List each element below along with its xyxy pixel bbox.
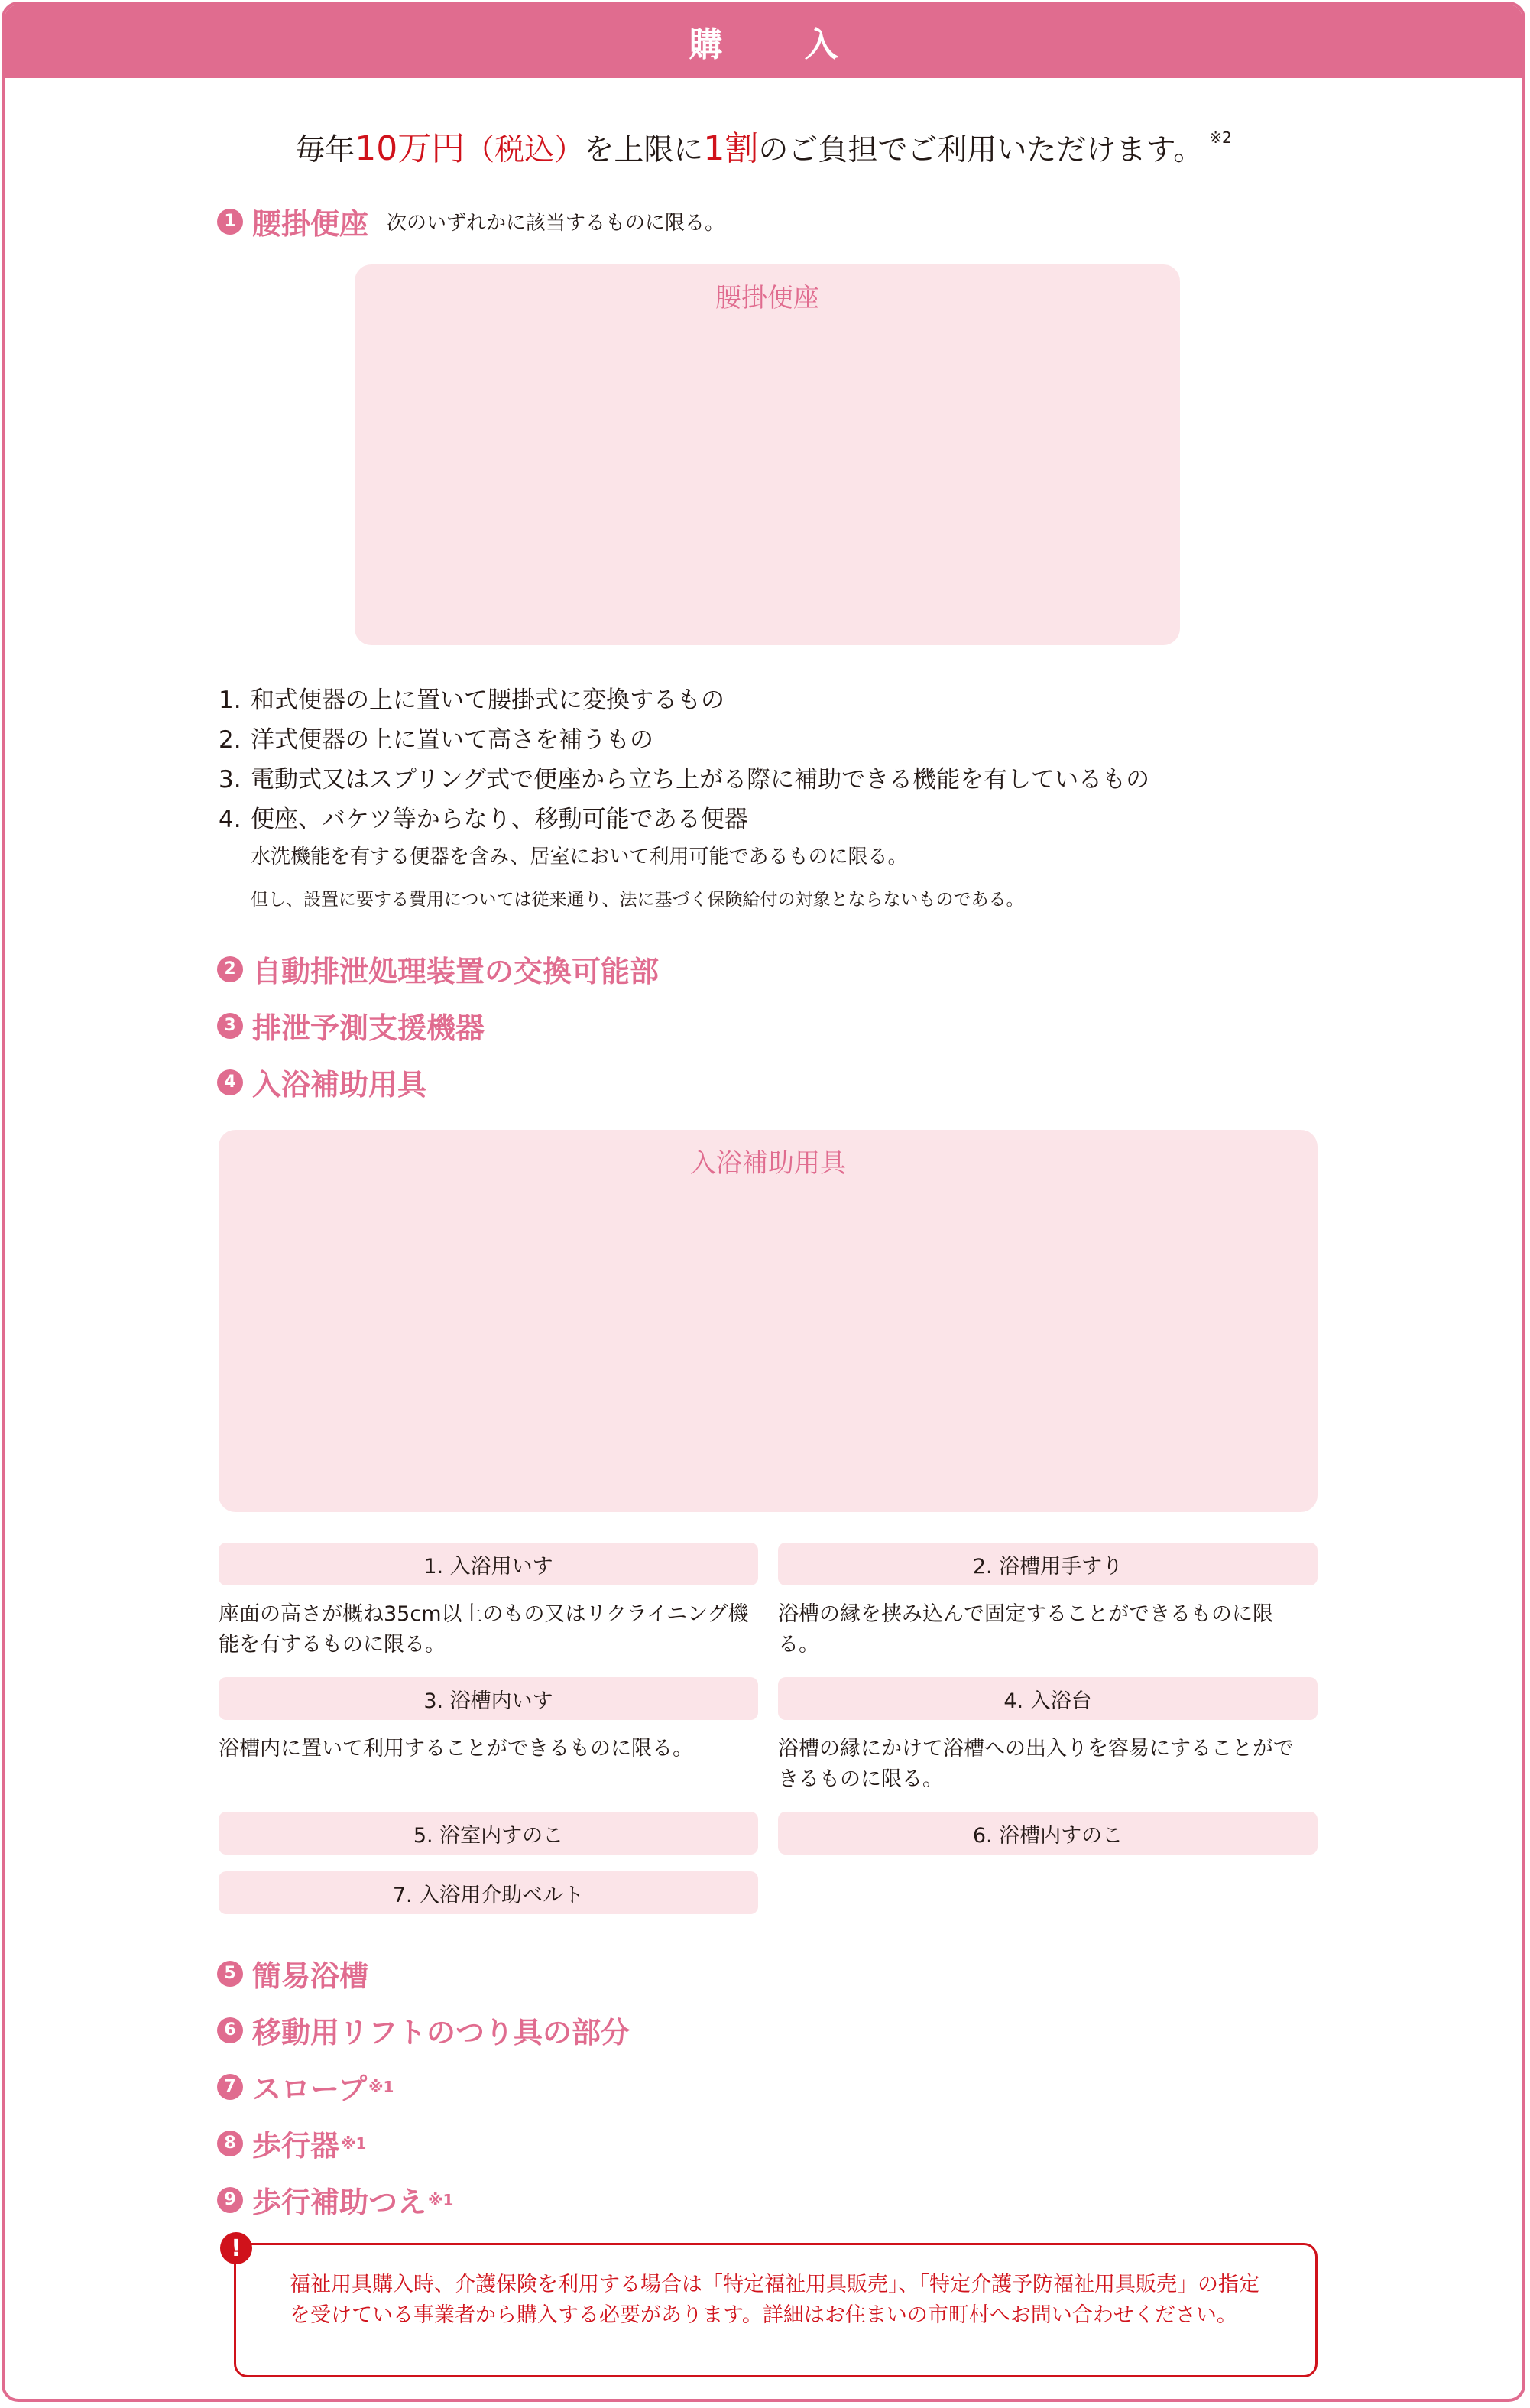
pill-text: 7. 入浴用介助ベルト	[392, 1883, 585, 1907]
list-number: 3.	[219, 766, 241, 793]
bath-item-label	[219, 1812, 758, 1855]
number-badge: 6	[217, 2017, 243, 2043]
bath-item-desc: 浴槽の縁にかけて浴槽への出入りを容易にすることができるものに限る。	[778, 1737, 1294, 1791]
list-number: 2.	[219, 726, 241, 754]
list-item	[219, 760, 1149, 794]
category-label: 簡易浴槽	[252, 1959, 369, 1993]
pill-text: 2. 浴槽用手すり	[972, 1554, 1123, 1579]
footnote-ref: ※1	[428, 2190, 454, 2209]
number-badge: 7	[217, 2074, 243, 2100]
pill-text: 4. 入浴台	[1003, 1689, 1092, 1713]
category-walker	[217, 2122, 366, 2164]
pill-text: 6. 浴槽内すのこ	[972, 1823, 1123, 1848]
exclamation-icon	[220, 2232, 252, 2264]
bath-item-label	[778, 1677, 1318, 1720]
category-auto-excretion-parts	[217, 948, 659, 990]
list-text: 和式便器の上に置いて腰掛式に変換するもの	[251, 686, 724, 714]
exclamation-glyph: !	[231, 2234, 241, 2262]
pill-text: 1. 入浴用いす	[423, 1554, 553, 1579]
category-bath-aids	[217, 1061, 426, 1103]
bath-item-desc: 座面の高さが概ね35cm以上のもの又はリクライニング機能を有するものに限る。	[219, 1602, 749, 1657]
image-label: 腰掛便座	[715, 283, 819, 313]
bath-item-label	[778, 1812, 1318, 1855]
list-text: 便座、バケツ等からなり、移動可能である便器	[251, 806, 748, 833]
list-item	[219, 720, 653, 755]
category-label: 自動排泄処理装置の交換可能部	[252, 955, 660, 988]
number-badge: 9	[217, 2187, 243, 2213]
list-number: 1.	[219, 686, 241, 714]
footnote-ref: ※1	[341, 2134, 367, 2153]
pill-text: 3. 浴槽内いす	[423, 1689, 553, 1713]
category-note: 次のいずれかに該当するものに限る。	[387, 212, 725, 235]
number-badge: 1	[217, 209, 243, 235]
category-label: 入浴補助用具	[252, 1068, 427, 1102]
category-excretion-prediction	[217, 1004, 485, 1047]
list-text: 電動式又はスプリング式で便座から立ち上がる際に補助できる機能を有しているもの	[251, 766, 1150, 793]
notice-text: 福祉用具購入時、介護保険を利用する場合は「特定福祉用具販売」、「特定介護予防福祉用具販売」の指定を受けている事業者から購入する必要があります。詳細はお住まいの市町村へお問い合わせください。	[290, 2273, 1259, 2327]
category-label: 排泄予測支援機器	[252, 1011, 485, 1045]
toilet-note-1: 水洗機能を有する便器を含み、居室において利用可能であるものに限る。	[251, 845, 908, 868]
bath-item-label	[778, 1543, 1318, 1585]
bath-aids-image	[219, 1130, 1318, 1512]
pill-text: 5. 浴室内すのこ	[413, 1823, 564, 1848]
category-toilet-seat	[217, 200, 724, 242]
list-item	[219, 680, 724, 715]
number-badge: 8	[217, 2131, 243, 2156]
category-label: スロープ	[252, 2072, 368, 2106]
lead-mid: を上限に	[584, 133, 704, 167]
category-label: 腰掛便座	[252, 207, 369, 241]
lead-ref: ※2	[1209, 128, 1232, 147]
purchase-panel	[2, 2, 1525, 2402]
category-label: 歩行器	[252, 2129, 340, 2163]
category-label: 移動用リフトのつり具の部分	[252, 2016, 630, 2049]
section-title: 購 入	[689, 25, 874, 64]
section-header	[5, 5, 1522, 78]
bath-item-label	[219, 1677, 758, 1720]
bath-item-label	[219, 1871, 758, 1914]
list-number: 4.	[219, 806, 241, 833]
number-badge: 2	[217, 956, 243, 982]
footnote-ref: ※1	[368, 2077, 394, 2096]
notice-box	[234, 2243, 1318, 2377]
list-text: 洋式便器の上に置いて高さを補うもの	[251, 726, 653, 754]
number-badge: 5	[217, 1961, 243, 1987]
lead-tax: （税込）	[465, 133, 585, 167]
lead-ratio: 1割	[703, 129, 759, 168]
list-item	[219, 800, 748, 834]
toilet-note-2: 但し、設置に要する費用については従来通り、法に基づく保険給付の対象とならないものである。	[251, 890, 1024, 910]
lead-pre: 毎年	[295, 133, 355, 167]
category-simple-bathtub	[217, 1952, 368, 1994]
bath-item-desc: 浴槽の縁を挟み込んで固定することができるものに限る。	[778, 1602, 1273, 1657]
category-label: 歩行補助つえ	[252, 2186, 427, 2219]
number-badge: 4	[217, 1069, 243, 1095]
category-slope	[217, 2066, 394, 2108]
lead-post: のご負担でご利用いただけます。	[758, 133, 1204, 167]
category-walking-cane	[217, 2179, 453, 2221]
bath-item-desc: 浴槽内に置いて利用することができるものに限る。	[219, 1737, 693, 1761]
lead-amount: 10万円	[355, 129, 465, 168]
bath-item-label	[219, 1543, 758, 1585]
category-lift-sling	[217, 2009, 630, 2051]
number-badge: 3	[217, 1013, 243, 1039]
image-label: 入浴補助用具	[690, 1148, 846, 1179]
toilet-seat-image	[355, 264, 1180, 645]
lead-text	[5, 121, 1522, 170]
